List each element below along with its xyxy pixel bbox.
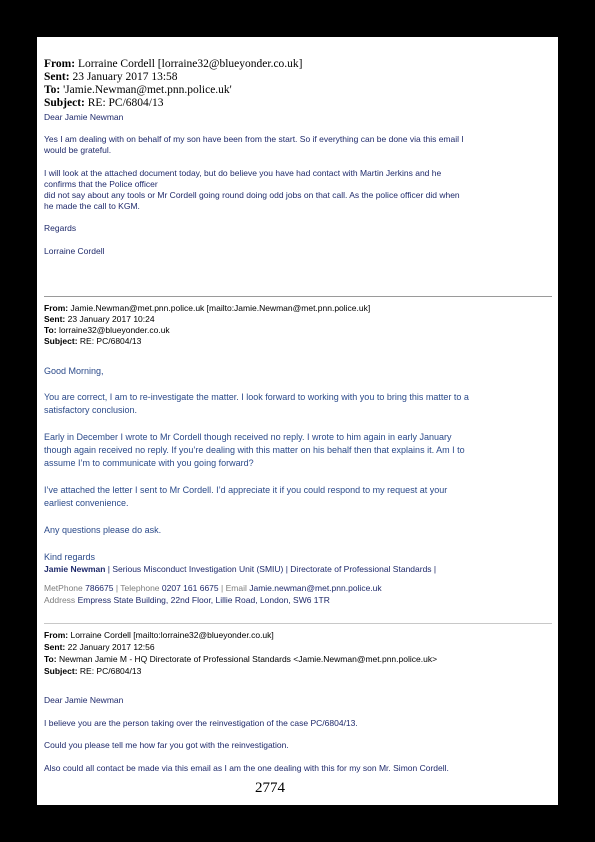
email2-para2-line2: though again received no reply. If you’re dealing with this matter on his behalf then that explains it. Am I to [44,445,465,455]
email1-para1-line1: Yes I am dealing with on behalf of my son have been from the start. So if everything can be done via this email I [44,134,464,144]
email1-from-line: From: Lorraine Cordell [lorraine32@blueyonder.co.uk] [44,58,303,70]
email3-subject-line: Subject: RE: PC/6804/13 [44,666,142,676]
email1-subject-line: Subject: RE: PC/6804/13 [44,97,164,109]
email3-greeting: Dear Jamie Newman [44,695,124,705]
email1-para2-line3: did not say about any tools or Mr Cordell going round doing odd jobs on that call. As the police officer did when [44,190,460,200]
divider [44,296,552,297]
email2-para1-line1: You are correct, I am to re-investigate the matter. I look forward to working with you to bring this matter to a [44,392,469,402]
email3-to-line: To: Newman Jamie M - HQ Directorate of Professional Standards <Jamie.Newman@met.pnn.police.uk> [44,654,438,664]
email2-para3-line1: I’ve attached the letter I sent to Mr Cordell. I’d appreciate it if you could respond to my request at your [44,485,448,495]
email2-to-line: To: lorraine32@blueyonder.co.uk [44,325,170,335]
email1-para1-line2: would be grateful. [44,145,112,155]
email2-from-line: From: Jamie.Newman@met.pnn.police.uk [mailto:Jamie.Newman@met.pnn.police.uk] [44,303,371,313]
email2-address-line: Address Empress State Building, 22nd Floor, Lillie Road, London, SW6 1TR [44,595,330,605]
email2-subject-line: Subject: RE: PC/6804/13 [44,336,142,346]
document-page [37,37,558,805]
email2-greeting: Good Morning, [44,366,104,376]
email3-sent-line: Sent: 22 January 2017 12:56 [44,642,155,652]
email3-para1: I believe you are the person taking over the reinvestigation of the case PC/6804/13. [44,718,358,728]
email1-signature: Lorraine Cordell [44,246,105,256]
email1-para2-line1: I will look at the attached document today, but do believe you have had contact with Martin Jerkins and he [44,168,442,178]
email2-para1-line2: satisfactory conclusion. [44,405,138,415]
email2-sent-line: Sent: 23 January 2017 10:24 [44,314,155,324]
email2-email-link[interactable]: Jamie.newman@met.pnn.police.uk [249,583,382,593]
email1-sent-line: Sent: 23 January 2017 13:58 [44,71,178,83]
email1-greeting: Dear Jamie Newman [44,112,124,122]
email3-from-line: From: Lorraine Cordell [mailto:lorraine32@blueyonder.co.uk] [44,630,274,640]
email1-to-line: To: 'Jamie.Newman@met.pnn.police.uk' [44,84,232,96]
email2-para3-line2: earliest convenience. [44,498,129,508]
email2-contact-line: MetPhone 786675 | Telephone 0207 161 6675 | Email Jamie.newman@met.pnn.police.uk [44,583,382,593]
divider [44,623,552,624]
email3-para2: Could you please tell me how far you got with the reinvestigation. [44,740,289,750]
email1-para2-line4: he made the call to KGM. [44,201,140,211]
page-number: 2774 [255,780,285,796]
email1-regards: Regards [44,223,77,233]
email2-signature-line: Jamie Newman | Serious Misconduct Investigation Unit (SMIU) | Directorate of Professional Standards | [44,564,437,574]
email1-para2-line2: confirms that the Police officer [44,179,158,189]
email3-para3: Also could all contact be made via this email as I am the one dealing with this for my son Mr. Simon Cordell. [44,763,449,773]
email2-kind-regards: Kind regards [44,552,96,562]
email2-para2-line1: Early in December I wrote to Mr Cordell though received no reply. I wrote to him again in early January [44,432,452,442]
email2-para4: Any questions please do ask. [44,525,162,535]
email2-para2-line3: assume I’m to communicate with you going forward? [44,458,254,468]
